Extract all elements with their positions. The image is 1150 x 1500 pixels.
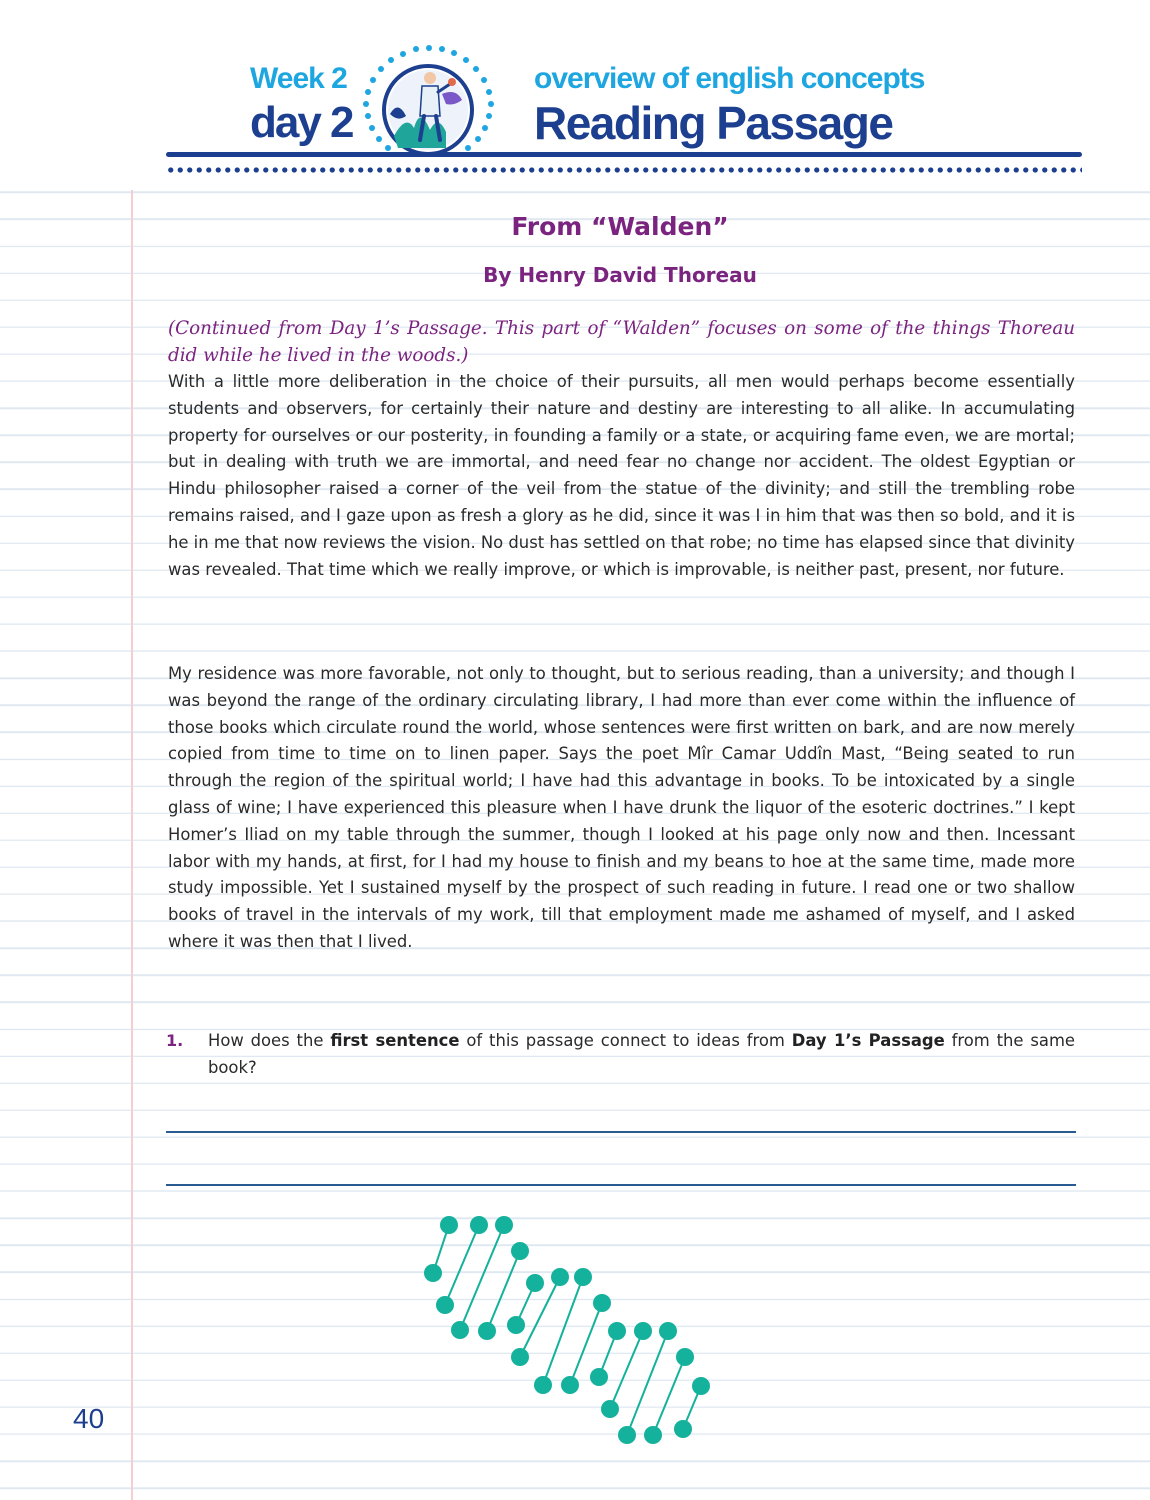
- question-text-part: of this passage connect to ideas from: [459, 1031, 792, 1050]
- day-label: day 2: [250, 98, 353, 147]
- passage-intro: (Continued from Day 1’s Passage. This part of “Walden” focuses on some of the things Thoreau did while he lived in the woods.): [168, 318, 1075, 366]
- answer-line[interactable]: [166, 1131, 1076, 1133]
- passage-paragraph: My residence was more favorable, not only to thought, but to serious reading, than a university; and though I was beyond the range of the ordinary circulating library, I had more than ever come within the influence of those books which circulate round the world, whose sentences were first written on bark, and are now merely copied from time to time on to linen paper. Says the poet Mîr Camar Uddîn Mast, “Being seated to run through the region of the spiritual world; I have had this advantage in books. To be intoxicated by a single glass of wine; I have experienced this pleasure when I have drunk the liquor of the esoteric doctrines.” I kept Homer’s Iliad on my table through the summer, though I looked at his page only now and then. Incessant labor with my hands, at first, for I had my house to finish and my beans to hoe at the same time, made more study impossible. Yet I sustained myself by the prospect of such reading in future. I read one or two shallow books of travel in the intervals of my work, till that employment made me ashamed of myself, and I asked where it was then that I lived.: [168, 664, 1075, 951]
- dna-helix-icon: [415, 1205, 715, 1455]
- section-title: Reading Passage: [534, 97, 893, 149]
- question-text-part: How does the: [208, 1031, 331, 1050]
- page-number: 40: [73, 1403, 105, 1434]
- question-emphasis: Day 1’s Passage: [791, 1031, 945, 1050]
- week-label: Week 2: [250, 62, 347, 95]
- passage-paragraph: With a little more deliberation in the choice of their pursuits, all men would perhaps become essentially students and observers, for certainly their nature and destiny are interesting to all alike. In accumulating property for ourselves or our posterity, in founding a family or a state, or acquiring fame even, we are mortal; but in dealing with truth we are immortal, and need fear no change nor accident. The oldest Egyptian or Hindu philosopher raised a corner of the veil from the statue of the divinity; and still the trembling robe remains raised, and I gaze upon as fresh a glory as he did, since it was I in him that was then so bold, and it is he in me that now reviews the vision. No dust has settled on that robe; no time has elapsed since that divinity was revealed. That time which we really improve, or which is improvable, is neither past, present, nor future.: [168, 372, 1075, 579]
- question-emphasis: first sentence: [330, 1031, 460, 1050]
- passage-author: By Henry David Thoreau: [483, 263, 757, 287]
- passage-title: From “Walden”: [511, 212, 729, 241]
- answer-line[interactable]: [166, 1184, 1076, 1186]
- overview-label: overview of english concepts: [534, 62, 925, 95]
- question-number: 1.: [166, 1031, 184, 1050]
- header-dotted-rule: [166, 167, 1082, 173]
- page-header: [0, 0, 1150, 190]
- question-text-part: from the same book?: [208, 1031, 1076, 1077]
- header-rule: [166, 152, 1082, 157]
- question-text: [208, 1028, 1075, 1082]
